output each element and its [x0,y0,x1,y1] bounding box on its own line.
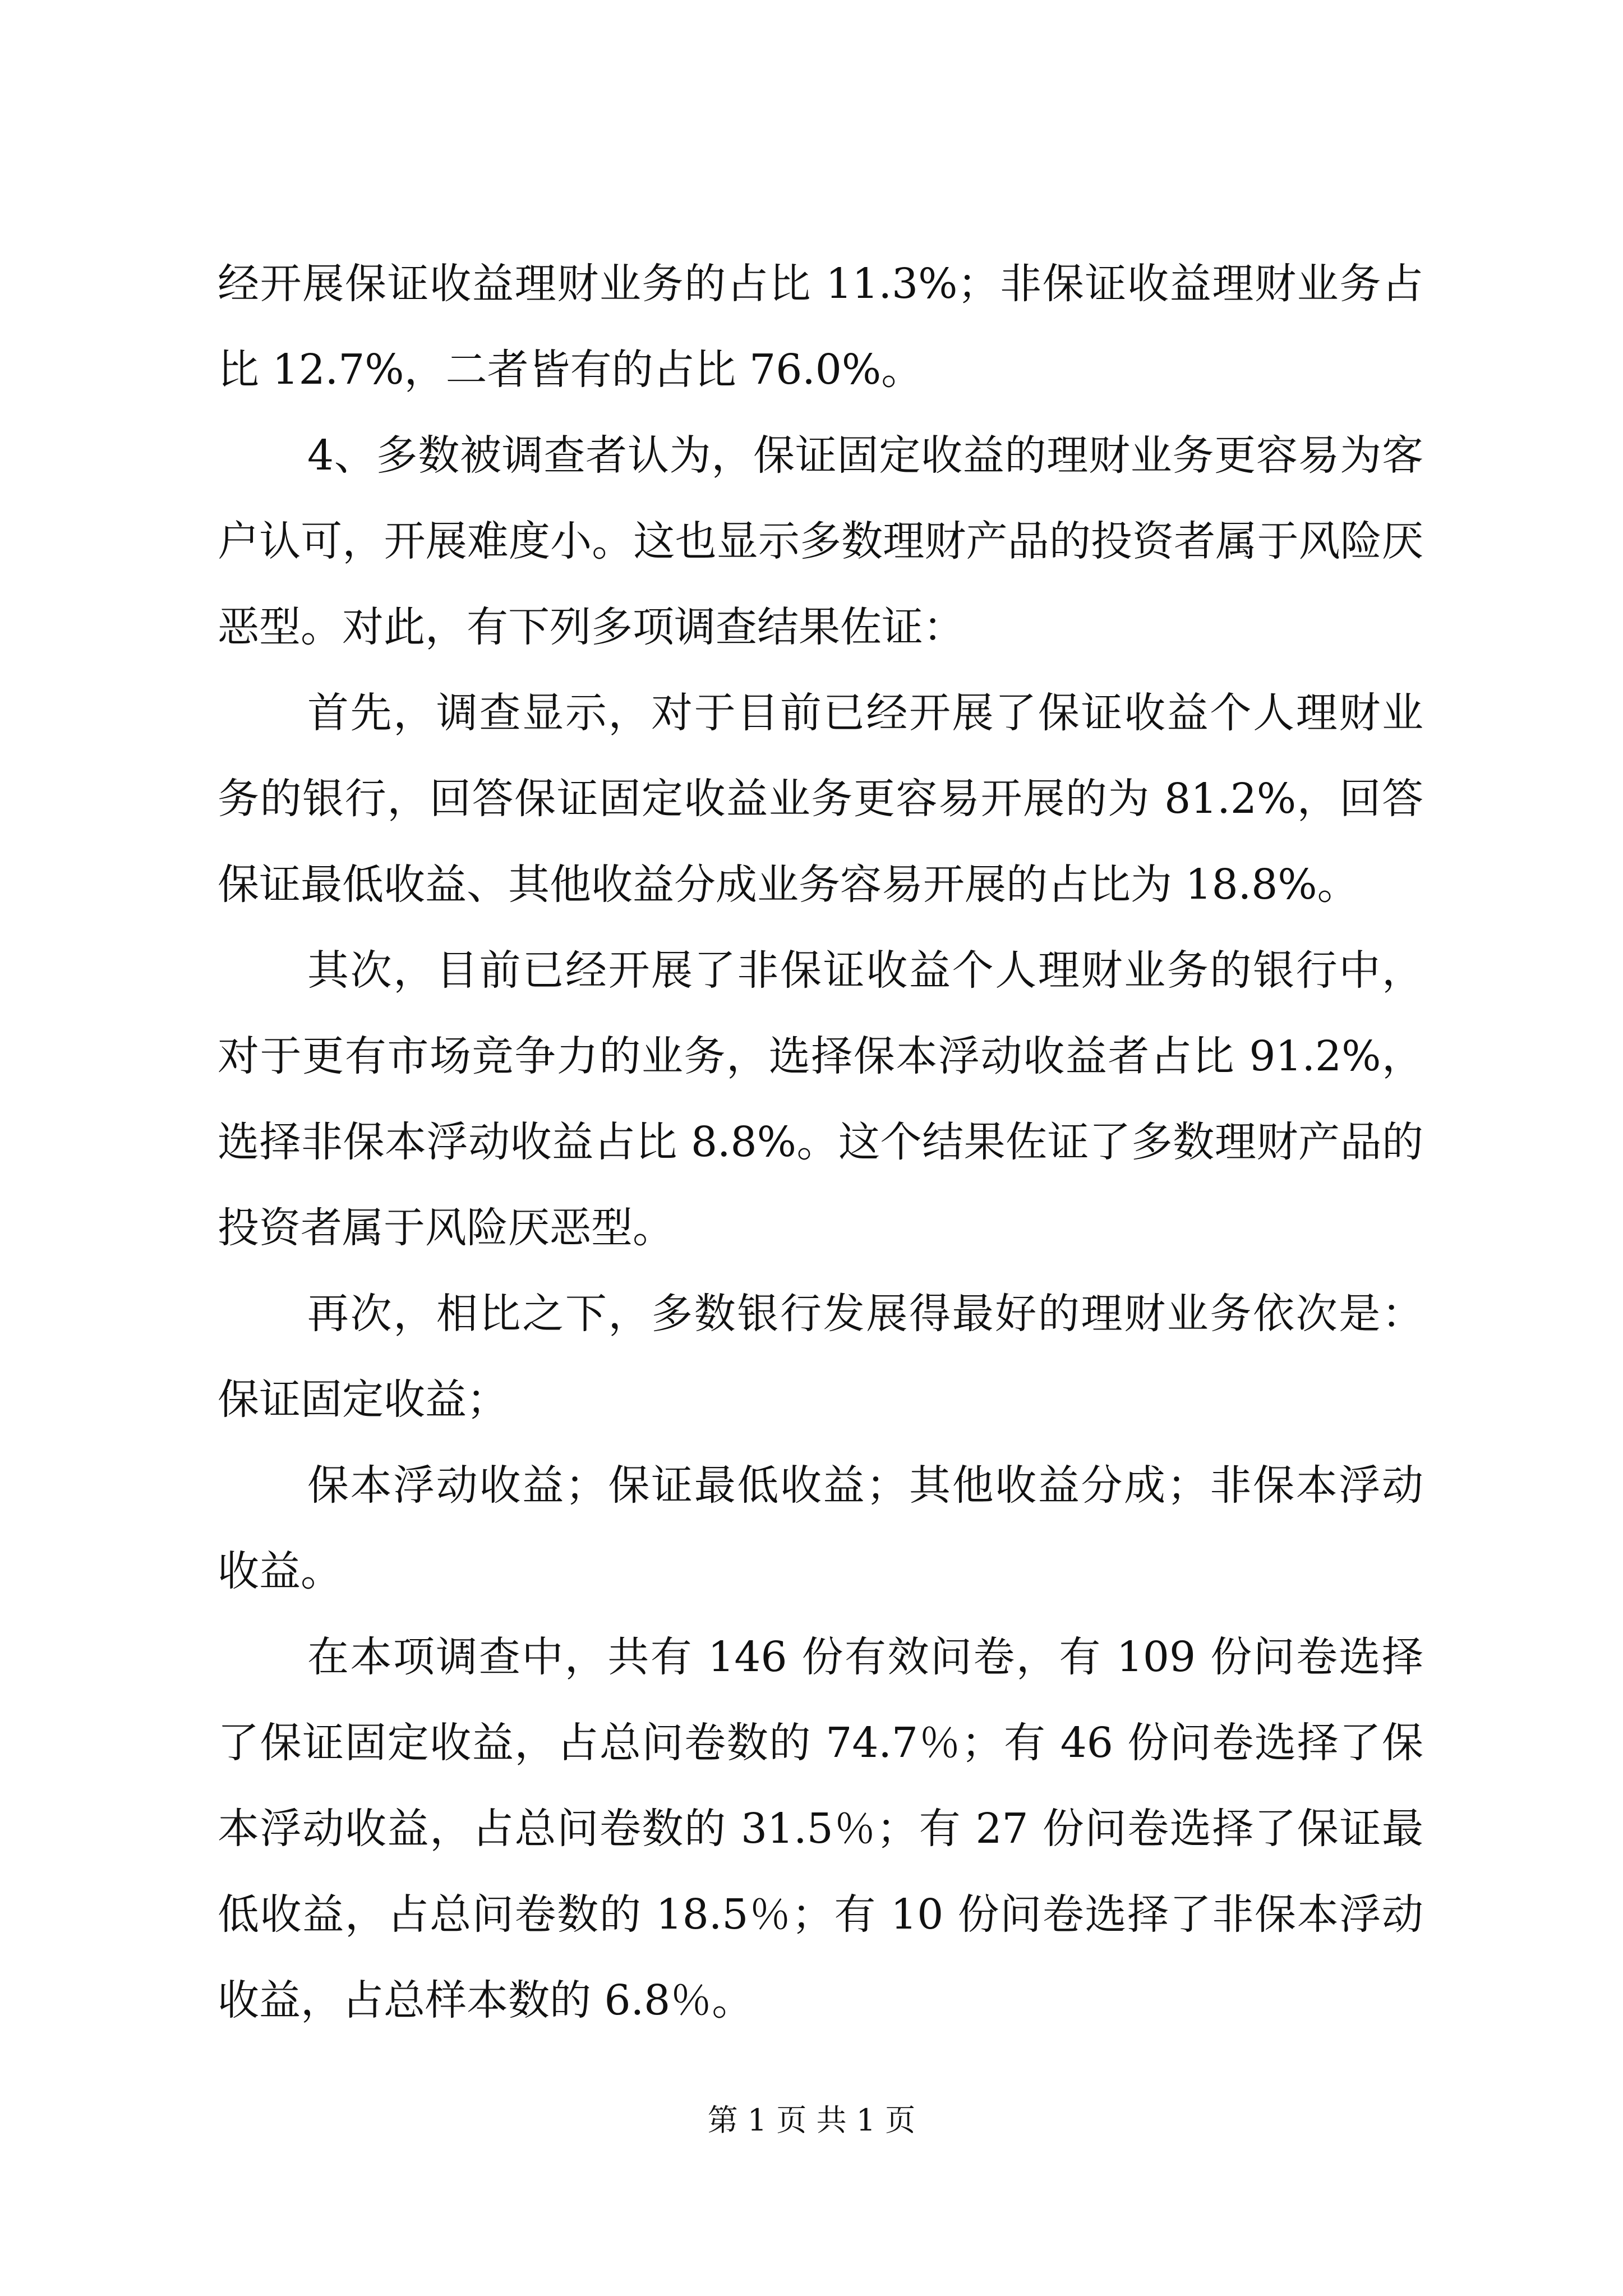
paragraph-7: 在本项调查中，共有 146 份有效问卷，有 109 份问卷选择了保证固定收益，占总问卷数的 74.7％；有 46 份问卷选择了保本浮动收益，占总问卷数的 31.5％；有 27 份问卷选择了保证最低收益，占总问卷数的 18.5％；有 10 份问卷选择了非保本浮动收益，占总样本数的 6.8％。 [218,1633,1423,2024]
document-body [218,241,1423,2044]
paragraph-1: 经开展保证收益理财业务的占比 11.3%；非保证收益理财业务占比 12.7%，二者皆有的占比 76.0%。 [218,260,1423,394]
paragraph-2: 4、多数被调查者认为，保证固定收益的理财业务更容易为客户认可，开展难度小。这也显示多数理财产品的投资者属于风险厌恶型。对此，有下列多项调查结果佐证： [218,431,1423,651]
paragraph-3: 首先，调查显示，对于目前已经开展了保证收益个人理财业务的银行，回答保证固定收益业务更容易开展的为 81.2%，回答保证最低收益、其他收益分成业务容易开展的占比为 18.8%。 [218,689,1423,909]
paragraph-5: 再次，相比之下，多数银行发展得最好的理财业务依次是：保证固定收益； [218,1290,1423,1424]
paragraph-4: 其次，目前已经开展了非保证收益个人理财业务的银行中，对于更有市场竞争力的业务，选择保本浮动收益者占比 91.2%，选择非保本浮动收益占比 8.8%。这个结果佐证了多数理财产品的投资者属于风险厌恶型。 [218,946,1423,1252]
page-footer: 第 1 页 共 1 页 [707,2102,916,2138]
paragraph-6: 保本浮动收益；保证最低收益；其他收益分成；非保本浮动收益。 [218,1461,1423,1595]
